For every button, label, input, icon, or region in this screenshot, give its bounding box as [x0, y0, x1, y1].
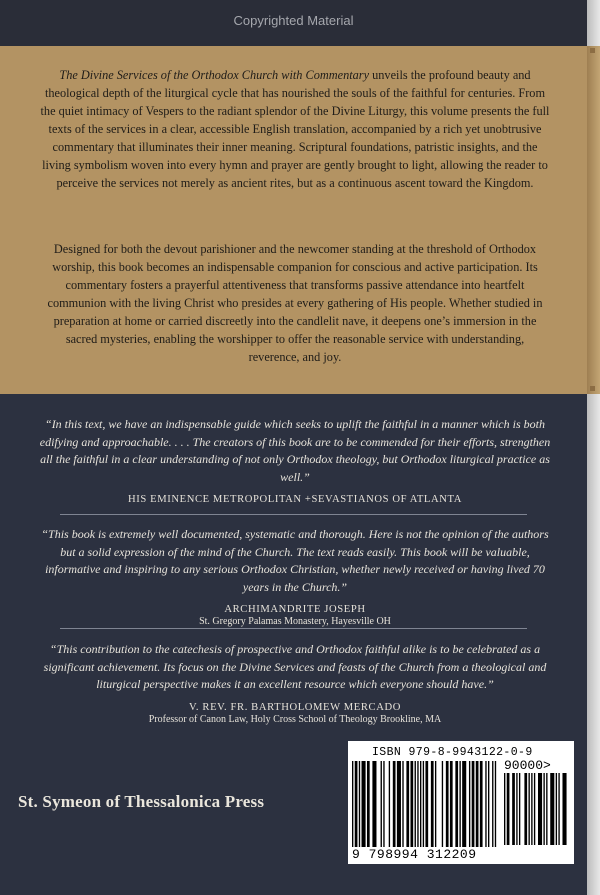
barcode-bar-13 — [410, 761, 413, 847]
barcode-bar-22 — [446, 761, 449, 847]
endorsement-affiliation: Professor of Canon Law, Holy Cross School of Theology Brookline, MA — [148, 713, 442, 725]
barcode-bar-12 — [406, 761, 409, 847]
copyright-watermark: Copyrighted Material — [233, 13, 354, 28]
barcode-bar-30 — [480, 761, 483, 847]
barcode-bar-3 — [362, 761, 366, 847]
endorsement-2 — [38, 526, 552, 627]
addon-bar-12 — [550, 773, 554, 845]
addon-bar-0 — [504, 773, 505, 845]
endorsements-panel — [0, 394, 587, 895]
barcode-bar-10 — [397, 761, 401, 847]
addon-bar-13 — [556, 773, 557, 845]
barcode-bar-24 — [455, 761, 458, 847]
barcode-bar-31 — [485, 761, 486, 847]
addon-bar-7 — [531, 773, 532, 845]
barcode-bar-33 — [492, 761, 493, 847]
addon-bar-8 — [534, 773, 535, 845]
endorsement-author: V. REV. FR. BARTHOLOMEW MERCADO — [189, 701, 401, 713]
barcode-bar-16 — [420, 761, 421, 847]
description-panel — [0, 46, 587, 394]
barcode-bar-9 — [393, 761, 396, 847]
barcode-bar-25 — [459, 761, 460, 847]
addon-barcode-bars — [504, 773, 568, 845]
addon-bar-14 — [558, 773, 559, 845]
barcode-bar-2 — [359, 761, 360, 847]
addon-bar-1 — [507, 773, 510, 845]
barcode-bar-34 — [495, 761, 496, 847]
endorsement-author: ARCHIMANDRITE JOSEPH — [224, 604, 366, 615]
barcode-bar-29 — [476, 761, 479, 847]
endorsement-author: HIS EMINENCE METROPOLITAN +SEVASTIANOS OF ATLANTA — [128, 494, 462, 505]
spine-ornament — [590, 386, 595, 391]
barcode-bar-5 — [372, 761, 376, 847]
addon-bar-6 — [528, 773, 529, 845]
barcode-bar-32 — [488, 761, 489, 847]
barcode-bar-23 — [450, 761, 453, 847]
barcode-bar-7 — [383, 761, 384, 847]
barcode-bar-11 — [402, 761, 403, 847]
barcode-bar-27 — [469, 761, 470, 847]
ean-barcode-bars — [352, 761, 498, 847]
description-paragraph-2: Designed for both the devout parishioner and the newcomer standing at the threshold of Orthodox worship, this book becomes an indispensable companion for conscious and active participation. Its commentary fosters a prayerful attentiveness that transforms passive attendance into heartfelt communion with the living Christ who presides at every gathering of His people. Whether studied in preparation at home or carried discreetly into the candlelit nave, it deepens one’s immersion in the sacred mysteries, enabling the worshipper to offer the reasonable service with understanding, reverence, and joy. — [47, 242, 543, 364]
spine-gold-band — [587, 46, 600, 394]
endorsement-1 — [38, 416, 552, 505]
addon-bar-2 — [512, 773, 515, 845]
addon-bar-15 — [562, 773, 566, 845]
ean-digits: 9 798994 312209 — [352, 847, 477, 862]
isbn-number: ISBN 979-8-9943122-0-9 — [372, 746, 533, 759]
barcode-bar-19 — [431, 761, 434, 847]
endorsement-quote: “In this text, we have an indispensable guide which seeks to uplift the faithful in a manner which is both edifying and approachable. . . . The creators of this book are to be commended for their efforts, strengthen all the faithful in a clear understanding of not only Orthodox theology, but Orthodox liturgical practice as well.” — [39, 417, 551, 484]
barcode-bar-26 — [462, 761, 466, 847]
barcode-bar-6 — [381, 761, 382, 847]
addon-bar-9 — [538, 773, 542, 845]
divider — [60, 628, 527, 629]
barcode-bar-18 — [425, 761, 428, 847]
description-paragraph-1 — [40, 66, 550, 192]
addon-bar-10 — [543, 773, 544, 845]
barcode-bar-1 — [355, 761, 358, 847]
addon-bar-11 — [546, 773, 547, 845]
barcode-bar-14 — [415, 761, 416, 847]
top-band — [0, 0, 587, 46]
divider — [60, 514, 527, 515]
spine-ornament — [590, 48, 595, 53]
barcode-bar-0 — [352, 761, 353, 847]
endorsement-3 — [38, 641, 552, 725]
endorsement-quote: “This book is extremely well documented, systematic and thorough. Here is not the opinion of the authors but a solid expression of the mind of the Church. The text reads easily. This book will be valuable, informative and inspiring to any serious Orthodox Christian, whether newly received or having lived 70 years in the Church.” — [41, 527, 549, 594]
barcode-bar-20 — [435, 761, 436, 847]
barcode-bar-15 — [417, 761, 418, 847]
addon-bar-4 — [519, 773, 520, 845]
book-title-italic: The Divine Services of the Orthodox Church with Commentary — [59, 68, 370, 82]
endorsement-quote: “This contribution to the catechesis of prospective and Orthodox faithful alike is to be celebrated as a significant achievement. Its focus on the Divine Services and feasts of the Church from a theological and liturgical perspective makes it an excellent resource which everyone should have.” — [43, 642, 547, 691]
barcode-bar-17 — [423, 761, 424, 847]
barcode-bar-28 — [472, 761, 475, 847]
barcode-bar-21 — [442, 761, 443, 847]
price-code: 90000> — [504, 758, 551, 773]
publisher-name: St. Symeon of Thessalonica Press — [18, 792, 265, 811]
barcode-bar-8 — [389, 761, 390, 847]
addon-bar-5 — [524, 773, 527, 845]
addon-bar-3 — [516, 773, 517, 845]
endorsement-affiliation: St. Gregory Palamas Monastery, Hayesville OH — [199, 616, 391, 627]
isbn-barcode — [348, 741, 574, 864]
description-paragraph-1-text: unveils the profound beauty and theological depth of the liturgical cycle that has nourished the souls of the faithful for centuries. From the quiet intimacy of Vespers to the radiant splendor of the Divine Liturgy, this volume presents the full texts of the services in a clear, accessible English translation, accompanied by a rich yet unobtrusive commentary that illuminates their inner meaning. Scriptural foundations, patristic insights, and the living symbolism woven into every hymn and prayer are gently brought to light, allowing the reader to perceive the services not merely as ancient rites, but as a continuous ascent toward the Kingdom. — [40, 68, 550, 190]
barcode-bar-4 — [367, 761, 370, 847]
